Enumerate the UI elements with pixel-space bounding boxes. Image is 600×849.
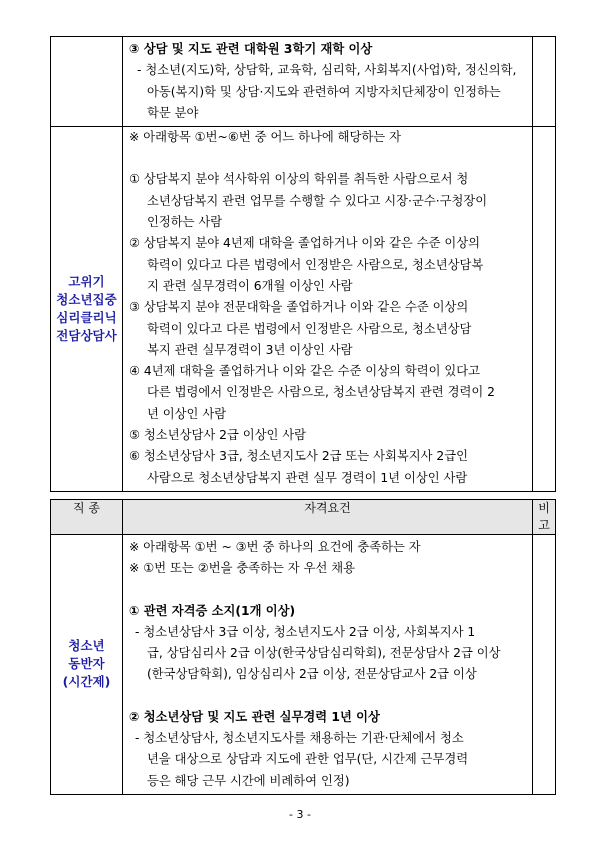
section-line: 년을 대상으로 상담과 지도에 관한 업무(단, 시간제 근무경력: [147, 752, 469, 767]
role-cell: [51, 127, 123, 492]
role-cell-empty: [51, 37, 123, 127]
item-line: ③ 상담복지 분야 전문대학을 졸업하거나 이와 같은 수준 이상의: [129, 300, 469, 315]
requirements-cell: [123, 127, 533, 492]
item-line: ④ 4년제 대학을 졸업하거나 이와 같은 수준 이상의 학력이 있다고: [129, 364, 480, 379]
role-line: 동반자: [68, 656, 105, 672]
item-line: 다른 법령에서 인정받은 사람으로, 청소년상담복지 관련 경력이 2: [147, 385, 495, 400]
item-line: 지 관련 실무경력이 6개월 이상인 사람: [147, 278, 353, 293]
note-line: ※ 아래항목 ①번~⑥번 중 어느 하나에 해당하는 자: [129, 130, 401, 145]
item-line: 학력이 있다고 다른 법령에서 인정받은 사람으로, 청소년상담: [147, 321, 472, 336]
qualification-table-1: [50, 36, 556, 492]
item-line: ⑥ 청소년상담사 3급, 청소년지도사 2급 또는 사회복지사 2급인: [129, 449, 468, 464]
role-line: 전담상담사: [56, 328, 117, 344]
section-line: 등은 해당 근무 시간에 비례하여 인정): [147, 773, 350, 788]
note-line: ※ 아래항목 ①번 ~ ③번 중 하나의 요건에 충족하는 자: [129, 540, 421, 554]
remarks-cell: [533, 127, 556, 492]
item-line: 인정하는 사람: [147, 215, 223, 230]
section-line: 급, 상담심리사 2급 이상(한국상담심리학회), 전문상담사 2급 이상: [147, 646, 501, 661]
item-line: ② 상담복지 분야 4년제 대학을 졸업하거나 이와 같은 수준 이상의: [129, 236, 480, 251]
note-line: ※ ①번 또는 ②번을 충족하는 자 우선 채용: [129, 561, 356, 576]
role-line: 청소년: [68, 638, 105, 654]
requirements-cell: [123, 37, 533, 127]
section-title: ① 관련 자격증 소지(1개 이상): [129, 603, 296, 618]
page-number: - 3 -: [289, 808, 311, 821]
requirement-line: 아동(복지)학 및 상담·지도와 관련하여 지방자치단체장이 인정하는: [147, 84, 501, 99]
section-line: - 청소년상담사, 청소년지도사를 채용하는 기관·단체에서 청소: [135, 731, 464, 746]
requirements-cell: [123, 535, 533, 795]
role-line: 청소년집중: [56, 292, 117, 308]
requirement-line: - 청소년(지도)학, 상담학, 교육학, 심리학, 사회복지(사업)학, 정신의학,: [137, 63, 517, 78]
role-line: 고위기: [68, 274, 105, 290]
section-title: ② 청소년상담 및 지도 관련 실무경력 1년 이상: [129, 709, 380, 724]
item-line: 소년상담복지 관련 업무를 수행할 수 있다고 시장·군수·구청장이: [147, 193, 488, 208]
table-row: [51, 37, 556, 127]
header-requirements: 자격요건: [123, 500, 533, 535]
item-line: 사람으로 청소년상담복지 관련 실무 경력이 1년 이상인 사람: [147, 470, 468, 485]
item-line: 학력이 있다고 다른 법령에서 인정받은 사람으로, 청소년상담복: [147, 257, 484, 272]
remarks-cell: [533, 535, 556, 795]
header-job-type: 직 종: [51, 500, 123, 535]
table-row: [51, 127, 556, 492]
role-line: 심리클리닉: [56, 310, 117, 326]
item-line: ⑤ 청소년상담사 2급 이상인 사람: [129, 428, 307, 443]
role-line: (시간제): [62, 674, 111, 690]
table-row: [51, 535, 556, 795]
remarks-cell: [533, 37, 556, 127]
requirement-line: 학문 분야: [147, 105, 199, 120]
requirement-heading: ③ 상담 및 지도 관련 대학원 3학기 재학 이상: [129, 42, 373, 56]
item-line: 복지 관련 실무경력이 3년 이상인 사람: [147, 342, 353, 357]
qualification-table-2: [50, 499, 556, 795]
item-line: 년 이상인 사람: [147, 406, 227, 421]
item-line: ① 상담복지 분야 석사학위 이상의 학위를 취득한 사람으로서 청: [129, 172, 469, 187]
section-line: - 청소년상담사 3급 이상, 청소년지도사 2급 이상, 사회복지사 1: [135, 624, 476, 639]
role-cell: [51, 535, 123, 795]
header-remarks: 비고: [533, 500, 556, 535]
table-header-row: [51, 500, 556, 535]
section-line: (한국상담학회), 임상심리사 2급 이상, 전문상담교사 2급 이상: [147, 667, 477, 682]
